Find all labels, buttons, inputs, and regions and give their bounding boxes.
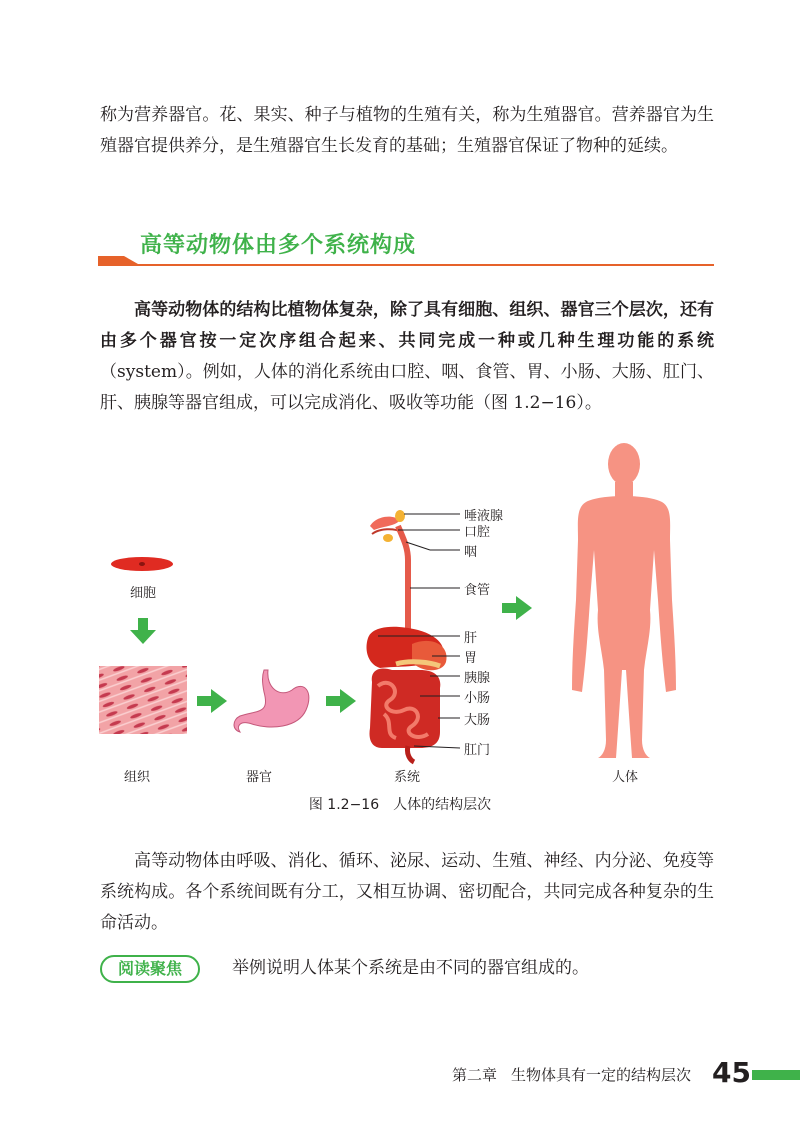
intro-paragraph: 称为营养器官。花、果实、种子与植物的生殖有关，称为生殖器官。营养器官为生殖器官提供养分，是生殖器官生长发育的基础；生殖器官保证了物种的延续。 (100, 105, 714, 156)
arrow-right-icon (197, 689, 227, 713)
section-bold-text: 高等动物体的结构比植物体复杂，除了具有细胞、组织、器官三个层次，还有由多个器官按一定次序组合起来、共同完成一种或几种生理功能的系统 (100, 300, 714, 351)
body-label: 人体 (612, 770, 639, 785)
final-paragraph-text: 高等动物体由呼吸、消化、循环、泌尿、运动、生殖、神经、内分泌、免疫等系统构成。各个系统间既有分工，又相互协调、密切配合，共同完成各种复杂的生命活动。 (100, 851, 714, 933)
stomach-label: 胃 (464, 651, 478, 666)
figure-illustration (0, 430, 800, 790)
chapter-number: 第二章 (452, 1066, 498, 1084)
arrow-down-icon (130, 618, 156, 644)
final-paragraph (100, 846, 714, 939)
digestive-system-image (367, 510, 461, 762)
section-rest-text: （system）。例如，人体的消化系统由口腔、咽、食管、胃、小肠、大肠、肛门、肝、胰腺等器官组成，可以完成消化、吸收等功能（图 1.2−16）。 (100, 362, 714, 413)
mouth-label: 口腔 (464, 525, 491, 540)
heading-underline (98, 264, 714, 266)
pancreas-label: 胰腺 (464, 671, 491, 686)
section-paragraph (100, 295, 714, 419)
reading-focus-text: 举例说明人体某个系统是由不同的器官组成的。 (232, 958, 589, 978)
tissue-image (99, 666, 187, 734)
figure-number: 图 1.2−16 (308, 797, 380, 813)
tissue-label: 组织 (124, 770, 151, 785)
system-label: 系统 (394, 770, 421, 785)
section-heading (98, 226, 714, 270)
cell-image (111, 557, 173, 571)
anus-label: 肛门 (464, 743, 491, 758)
salivary-gland-label: 唾液腺 (464, 509, 504, 524)
footer-bar-decoration (752, 1070, 800, 1080)
stomach-organ-image (234, 670, 309, 732)
figure-caption (0, 794, 800, 814)
reading-focus-badge: 阅读聚焦 (100, 955, 200, 983)
esophagus-label: 食管 (464, 583, 491, 598)
liver-label: 肝 (464, 631, 478, 646)
organ-label: 器官 (246, 770, 273, 785)
pharynx-label: 咽 (464, 545, 478, 560)
cell-label: 细胞 (130, 586, 157, 601)
reading-focus (100, 955, 720, 983)
figure-caption-text: 人体的结构层次 (393, 797, 492, 813)
arrow-right-icon (502, 596, 532, 620)
arrow-right-icon (326, 689, 356, 713)
human-body-image (572, 443, 676, 758)
large-intestine-label: 大肠 (464, 713, 491, 728)
page-footer (0, 1058, 800, 1098)
chapter-title: 生物体具有一定的结构层次 (511, 1066, 692, 1084)
small-intestine-label: 小肠 (464, 691, 491, 706)
page-number: 45 (712, 1056, 751, 1089)
footer-chapter (452, 1064, 691, 1085)
section-title: 高等动物体由多个系统构成 (140, 233, 417, 258)
figure-body-structure (0, 430, 800, 830)
